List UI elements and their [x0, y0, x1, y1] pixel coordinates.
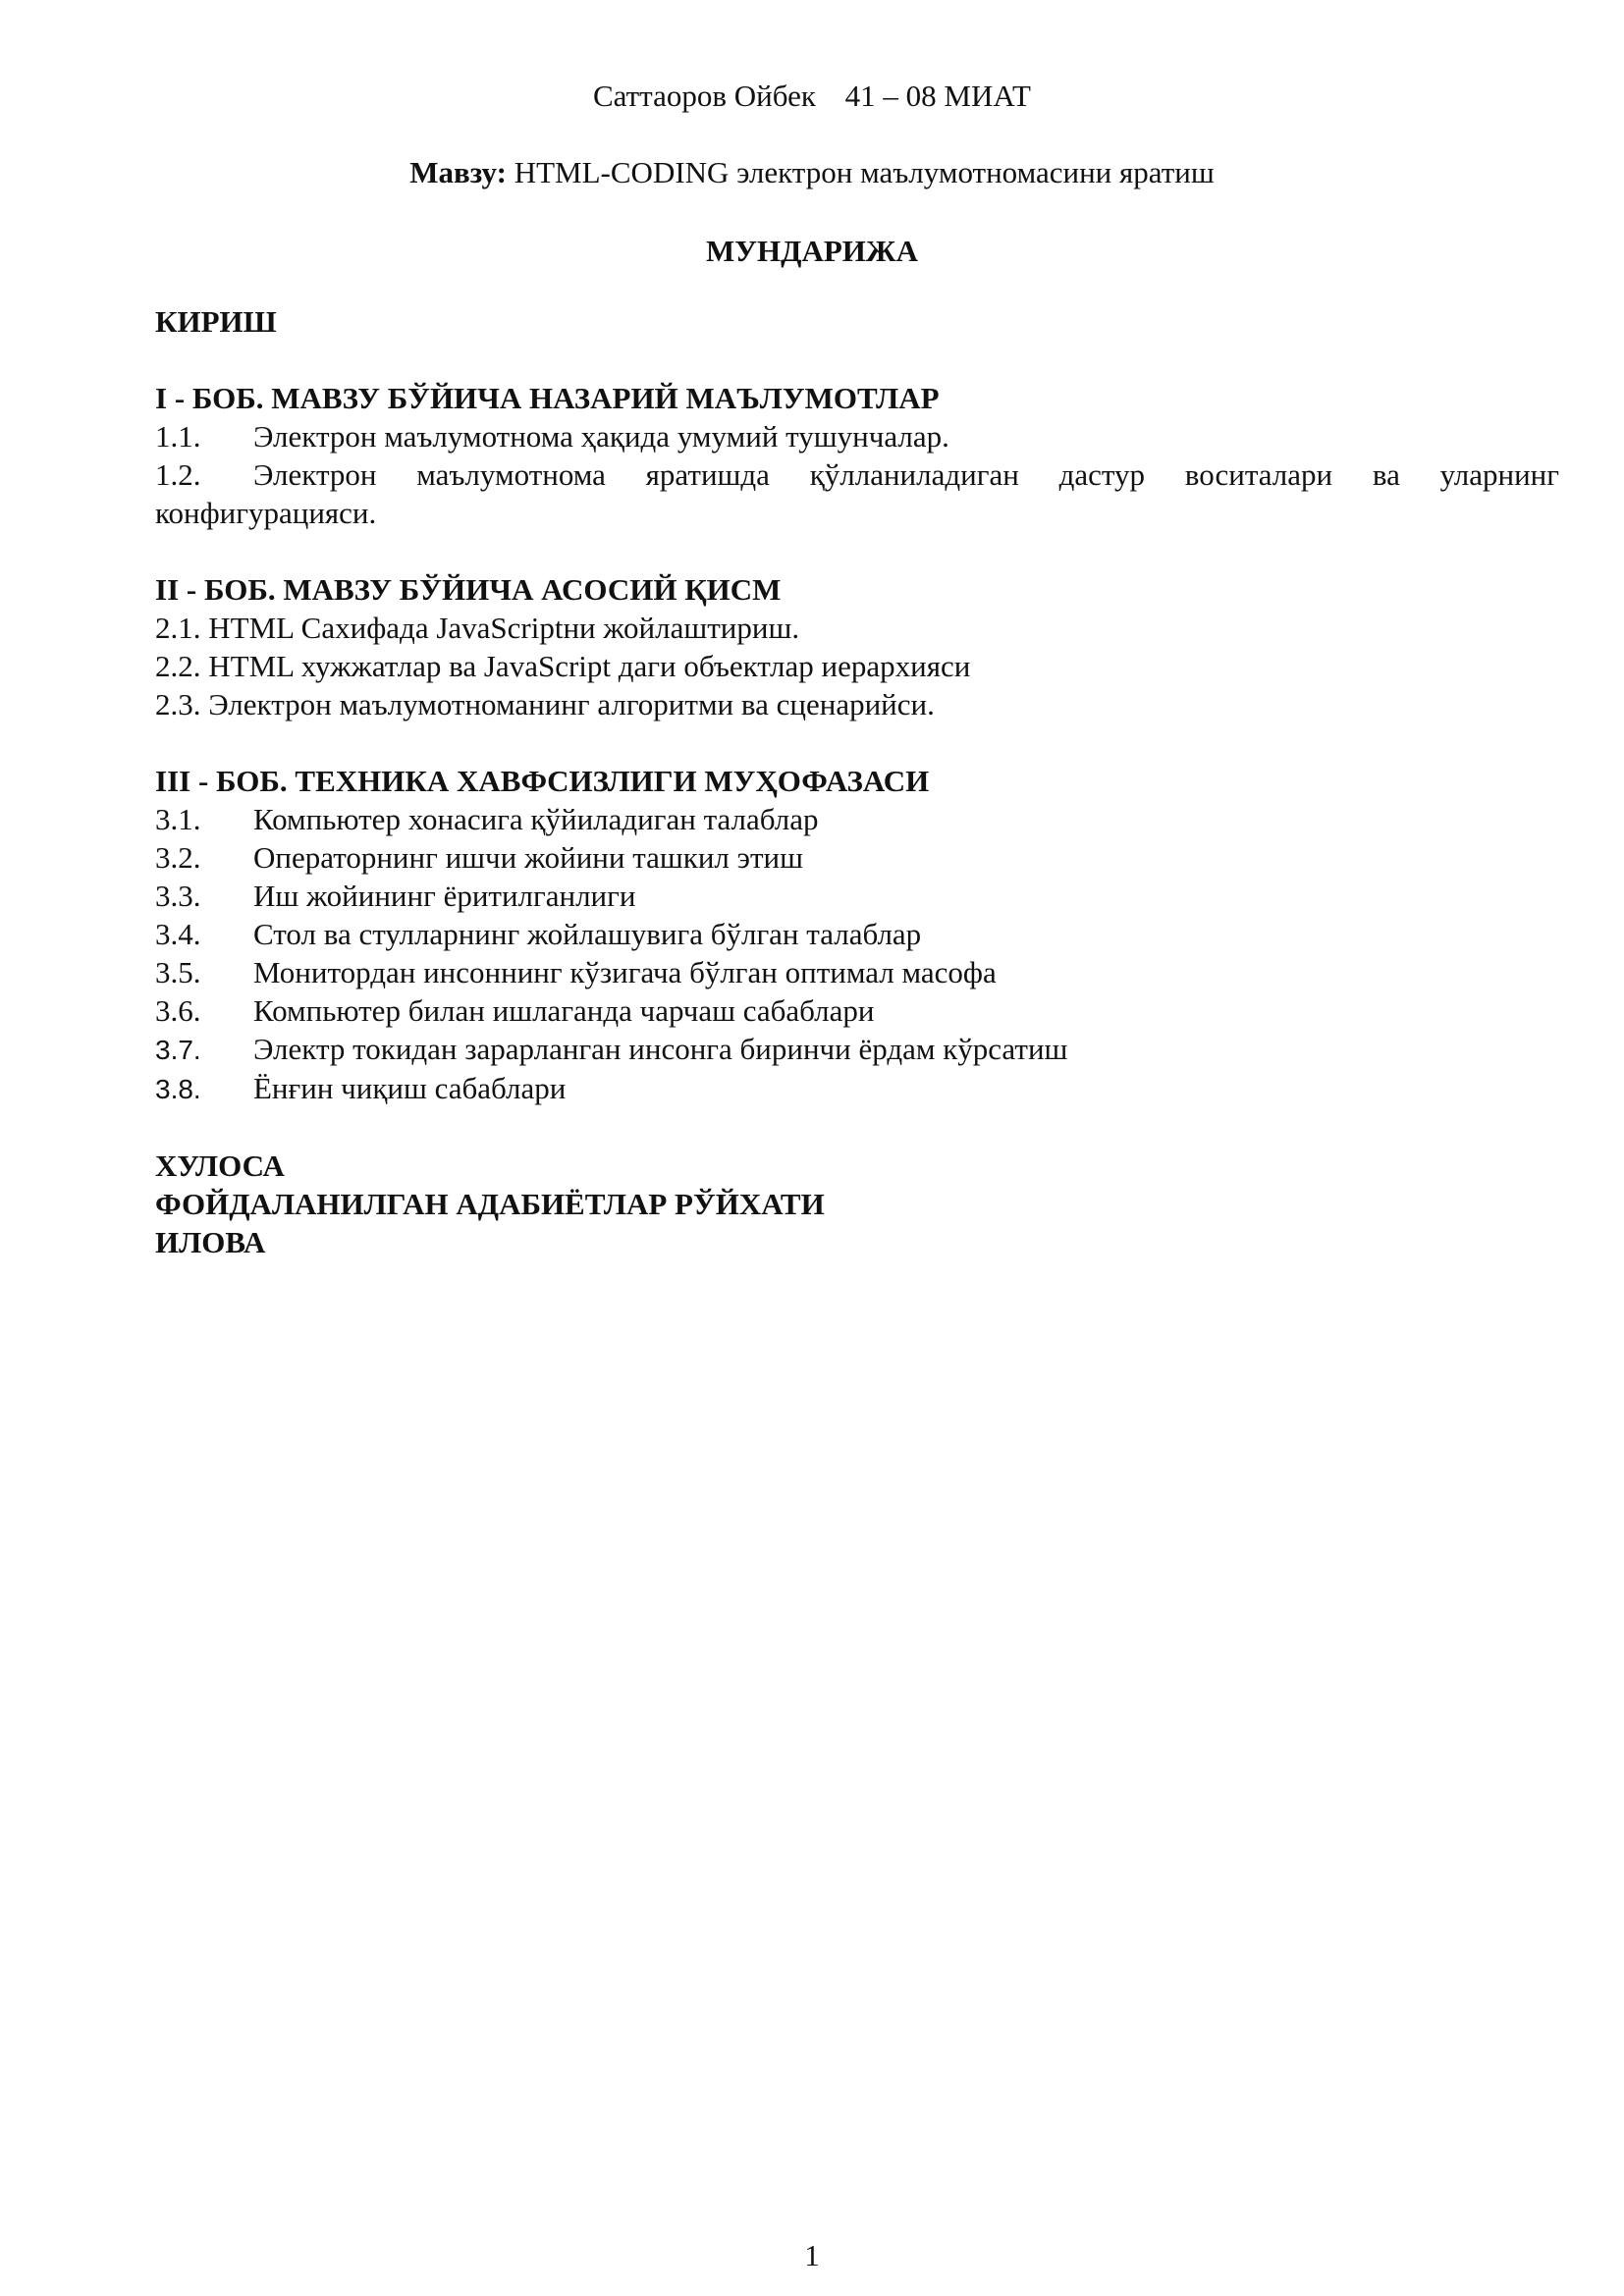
toc-item-text: Компьютер хонасига қўйиладиган талаблар — [253, 802, 819, 836]
toc-item-text: HTML Сахифада JavaScriptни жойлаштириш. — [208, 611, 800, 645]
table-of-contents — [155, 302, 1559, 1261]
toc-item-number: 1.1. — [155, 419, 201, 454]
toc-item-text: Операторнинг ишчи жойини ташкил этиш — [253, 840, 803, 875]
toc-item-number: 2.3. — [155, 687, 201, 721]
toc-item — [155, 915, 1559, 953]
chapter-3-title: III - БОБ. ТЕХНИКА ХАВФСИЗЛИГИ МУҲОФАЗАСИ — [155, 764, 930, 798]
toc-item-number: 3.1. — [155, 802, 201, 836]
toc-references: ФОЙДАЛАНИЛГАН АДАБИЁТЛАР РЎЙХАТИ — [155, 1187, 825, 1221]
chapter-1-title: I - БОБ. МАВЗУ БЎЙИЧА НАЗАРИЙ МАЪЛУМОТЛАР — [155, 381, 940, 415]
toc-item-text: Стол ва стулларнинг жойлашувига бўлган талаблар — [253, 917, 922, 951]
toc-item — [155, 685, 1559, 723]
toc-item-text: Компьютер билан ишлаганда чарчаш сабаблари — [253, 993, 875, 1028]
toc-item-text: Электр токидан зарарланган инсонга биринчи ёрдам кўрсатиш — [253, 1032, 1068, 1066]
topic-text: HTML-CODING электрон маълумотномасини яратиш — [514, 155, 1215, 189]
toc-item — [155, 417, 1559, 455]
topic-label: Мавзу: — [409, 155, 507, 189]
toc-item-text: Ёнғин чиқиш сабаблари — [253, 1071, 567, 1105]
toc-item-number: 3.7. — [155, 1035, 201, 1065]
author-name: Саттаоров Ойбек — [593, 79, 816, 113]
toc-title: МУНДАРИЖА — [706, 234, 918, 268]
page-number: 1 — [804, 2238, 820, 2272]
toc-item-text: Электрон маълумотноманинг алгоритми ва сценарийси. — [208, 687, 935, 721]
toc-item-text: Монитордан инсоннинг кўзигача бўлган оптимал масофа — [253, 955, 997, 989]
toc-appendix: ИЛОВА — [155, 1225, 266, 1259]
topic-line — [0, 153, 1624, 191]
author-line — [0, 77, 1624, 115]
toc-item-number: 3.2. — [155, 840, 201, 875]
toc-item — [155, 647, 1559, 685]
toc-item-number: 1.2. — [155, 457, 201, 492]
toc-item-text: HTML хужжатлар ва JavaScript даги объектлар иерархияси — [208, 649, 971, 683]
toc-item — [155, 455, 1559, 494]
toc-item — [155, 800, 1559, 838]
toc-item — [155, 991, 1559, 1030]
toc-item-number: 2.2. — [155, 649, 201, 683]
toc-item-text: Иш жойининг ёритилганлиги — [253, 879, 636, 913]
toc-item-continuation: конфигурацияси. — [155, 496, 377, 530]
toc-item — [155, 1069, 1559, 1108]
toc-item-number: 3.3. — [155, 879, 201, 913]
toc-intro: КИРИШ — [155, 304, 277, 339]
toc-item-text: Электрон маълумотнома яратишда қўлланиладиган дастур воситалари ва уларнинг — [253, 457, 1559, 492]
toc-item — [155, 838, 1559, 877]
toc-item-number: 3.5. — [155, 955, 201, 989]
toc-item-number: 3.6. — [155, 993, 201, 1028]
toc-item — [155, 953, 1559, 991]
author-group: 41 – 08 МИАТ — [844, 79, 1031, 113]
toc-item — [155, 609, 1559, 647]
toc-item — [155, 877, 1559, 915]
toc-item-number: 3.4. — [155, 917, 201, 951]
toc-item-number: 3.8. — [155, 1074, 201, 1104]
toc-item-number: 2.1. — [155, 611, 201, 645]
toc-conclusion: ХУЛОСА — [155, 1148, 285, 1183]
chapter-2-title: II - БОБ. МАВЗУ БЎЙИЧА АСОСИЙ ҚИСМ — [155, 572, 782, 607]
toc-item — [155, 1030, 1559, 1069]
toc-item-text: Электрон маълумотнома ҳақида умумий тушунчалар. — [253, 419, 949, 454]
